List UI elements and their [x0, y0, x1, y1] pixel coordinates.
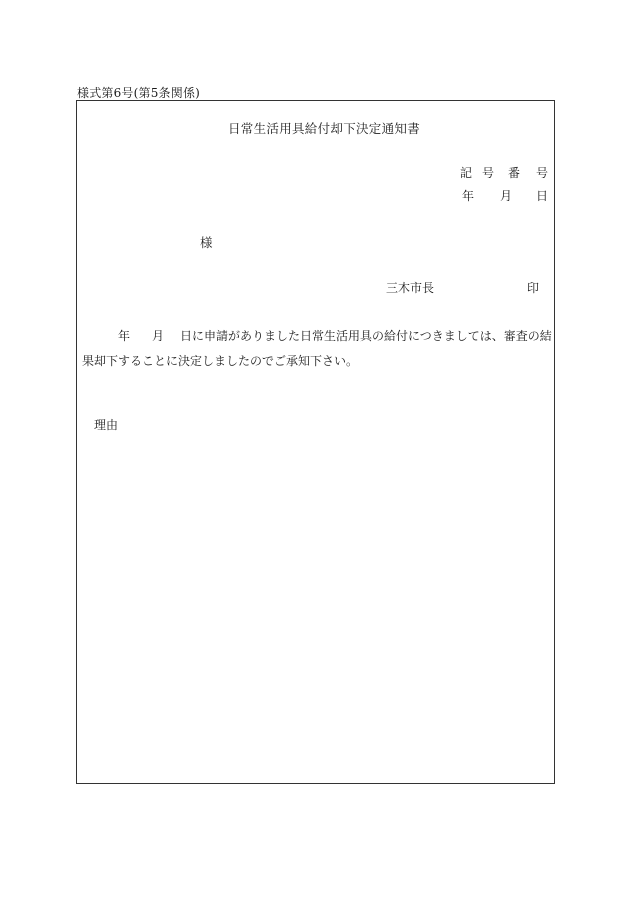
- issuer-name: 三木市長: [386, 281, 435, 295]
- form-number-label: 様式第6号(第5条関係): [77, 86, 201, 100]
- document-title: 日常生活用具給付却下決定通知書: [228, 121, 421, 136]
- reference-ki: 記: [460, 166, 473, 180]
- reference-go: 号: [482, 166, 495, 180]
- body-month: 月: [152, 329, 165, 343]
- reference-ban: 番: [508, 166, 521, 180]
- issue-date-line: [462, 187, 548, 204]
- notice-body-line-1: [82, 324, 552, 349]
- notice-body-line-2: 果却下することに決定しましたのでご承知下さい。: [82, 354, 359, 368]
- body-year: 年: [118, 329, 131, 343]
- reference-number-line: [460, 164, 548, 181]
- addressee-honorific: 様: [200, 235, 213, 250]
- notice-body: [82, 324, 552, 374]
- body-line-1-text: 日に申請がありました日常生活用具の給付につきましては、審査の結: [180, 329, 552, 343]
- seal-mark: 印: [527, 281, 540, 295]
- reason-label: 理由: [94, 418, 119, 432]
- reference-go-suffix: 号: [536, 166, 549, 180]
- date-day: 日: [536, 189, 549, 203]
- date-year: 年: [462, 189, 475, 203]
- date-month: 月: [500, 189, 513, 203]
